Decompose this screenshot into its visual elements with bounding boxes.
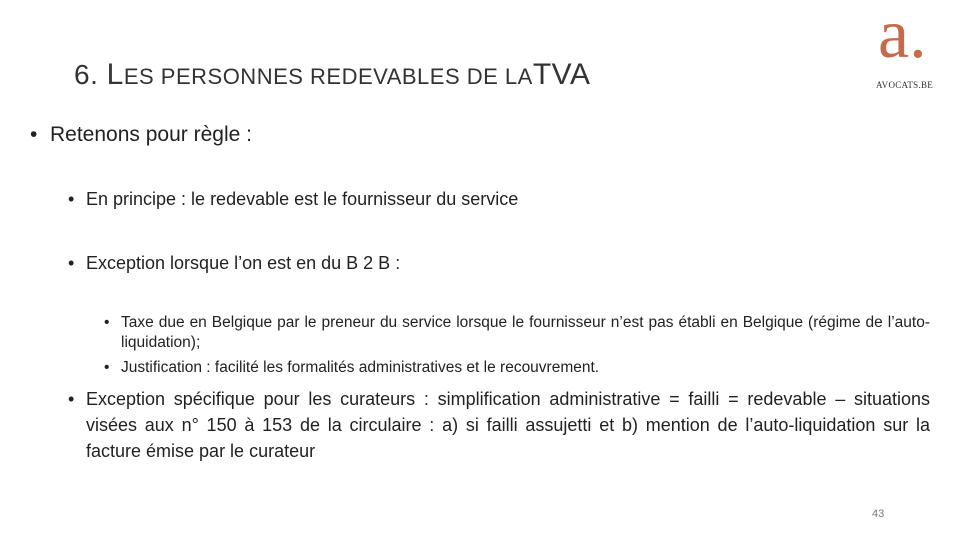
bullet-principle-text: En principe : le redevable est le fournisseur du service: [86, 189, 519, 209]
bullet-exception: [68, 253, 400, 274]
title-tva: TVA: [532, 58, 591, 91]
bullet-dot-icon: •: [104, 314, 110, 331]
bullet-main: [30, 123, 252, 147]
title-first-letter: L: [106, 58, 124, 91]
logo-letter: a.: [878, 0, 927, 73]
bullet-dot-icon: •: [68, 189, 75, 209]
bullet-dot-icon: •: [104, 359, 110, 376]
bullet-principle: [68, 189, 518, 210]
logo: [874, 0, 948, 94]
slide-title: [74, 58, 590, 92]
bullet-specific: [68, 386, 930, 464]
bullet-dot-icon: •: [68, 389, 75, 409]
bullet-sub-1-text: Taxe due en Belgique par le preneur du service lorsque le fournisseur n’est pas établi en Belgique (régime de l’auto-liquidation);: [121, 314, 930, 351]
bullet-specific-text: Exception spécifique pour les curateurs : simplification administrative = failli = redevable – situations visées aux n° 150 à 153 de la circulaire : a) si failli assujetti et b) mention de l’auto-liquidation sur la facture émise par le curateur: [86, 389, 930, 461]
bullet-sub-1: [104, 313, 930, 353]
title-rest: ES PERSONNES REDEVABLES DE LA: [123, 64, 533, 89]
bullet-sub-2: [104, 359, 930, 377]
bullet-dot-icon: •: [30, 123, 38, 146]
bullet-sub-2-text: Justification : facilité les formalités administratives et le recouvrement.: [121, 359, 600, 376]
bullet-dot-icon: •: [68, 253, 75, 273]
logo-text: AVOCATS.BE: [876, 80, 934, 90]
page-number: 43: [872, 508, 885, 520]
bullet-exception-text: Exception lorsque l’on est en du B 2 B :: [86, 253, 401, 273]
title-number: 6.: [74, 59, 107, 90]
bullet-main-text: Retenons pour règle :: [50, 123, 252, 146]
